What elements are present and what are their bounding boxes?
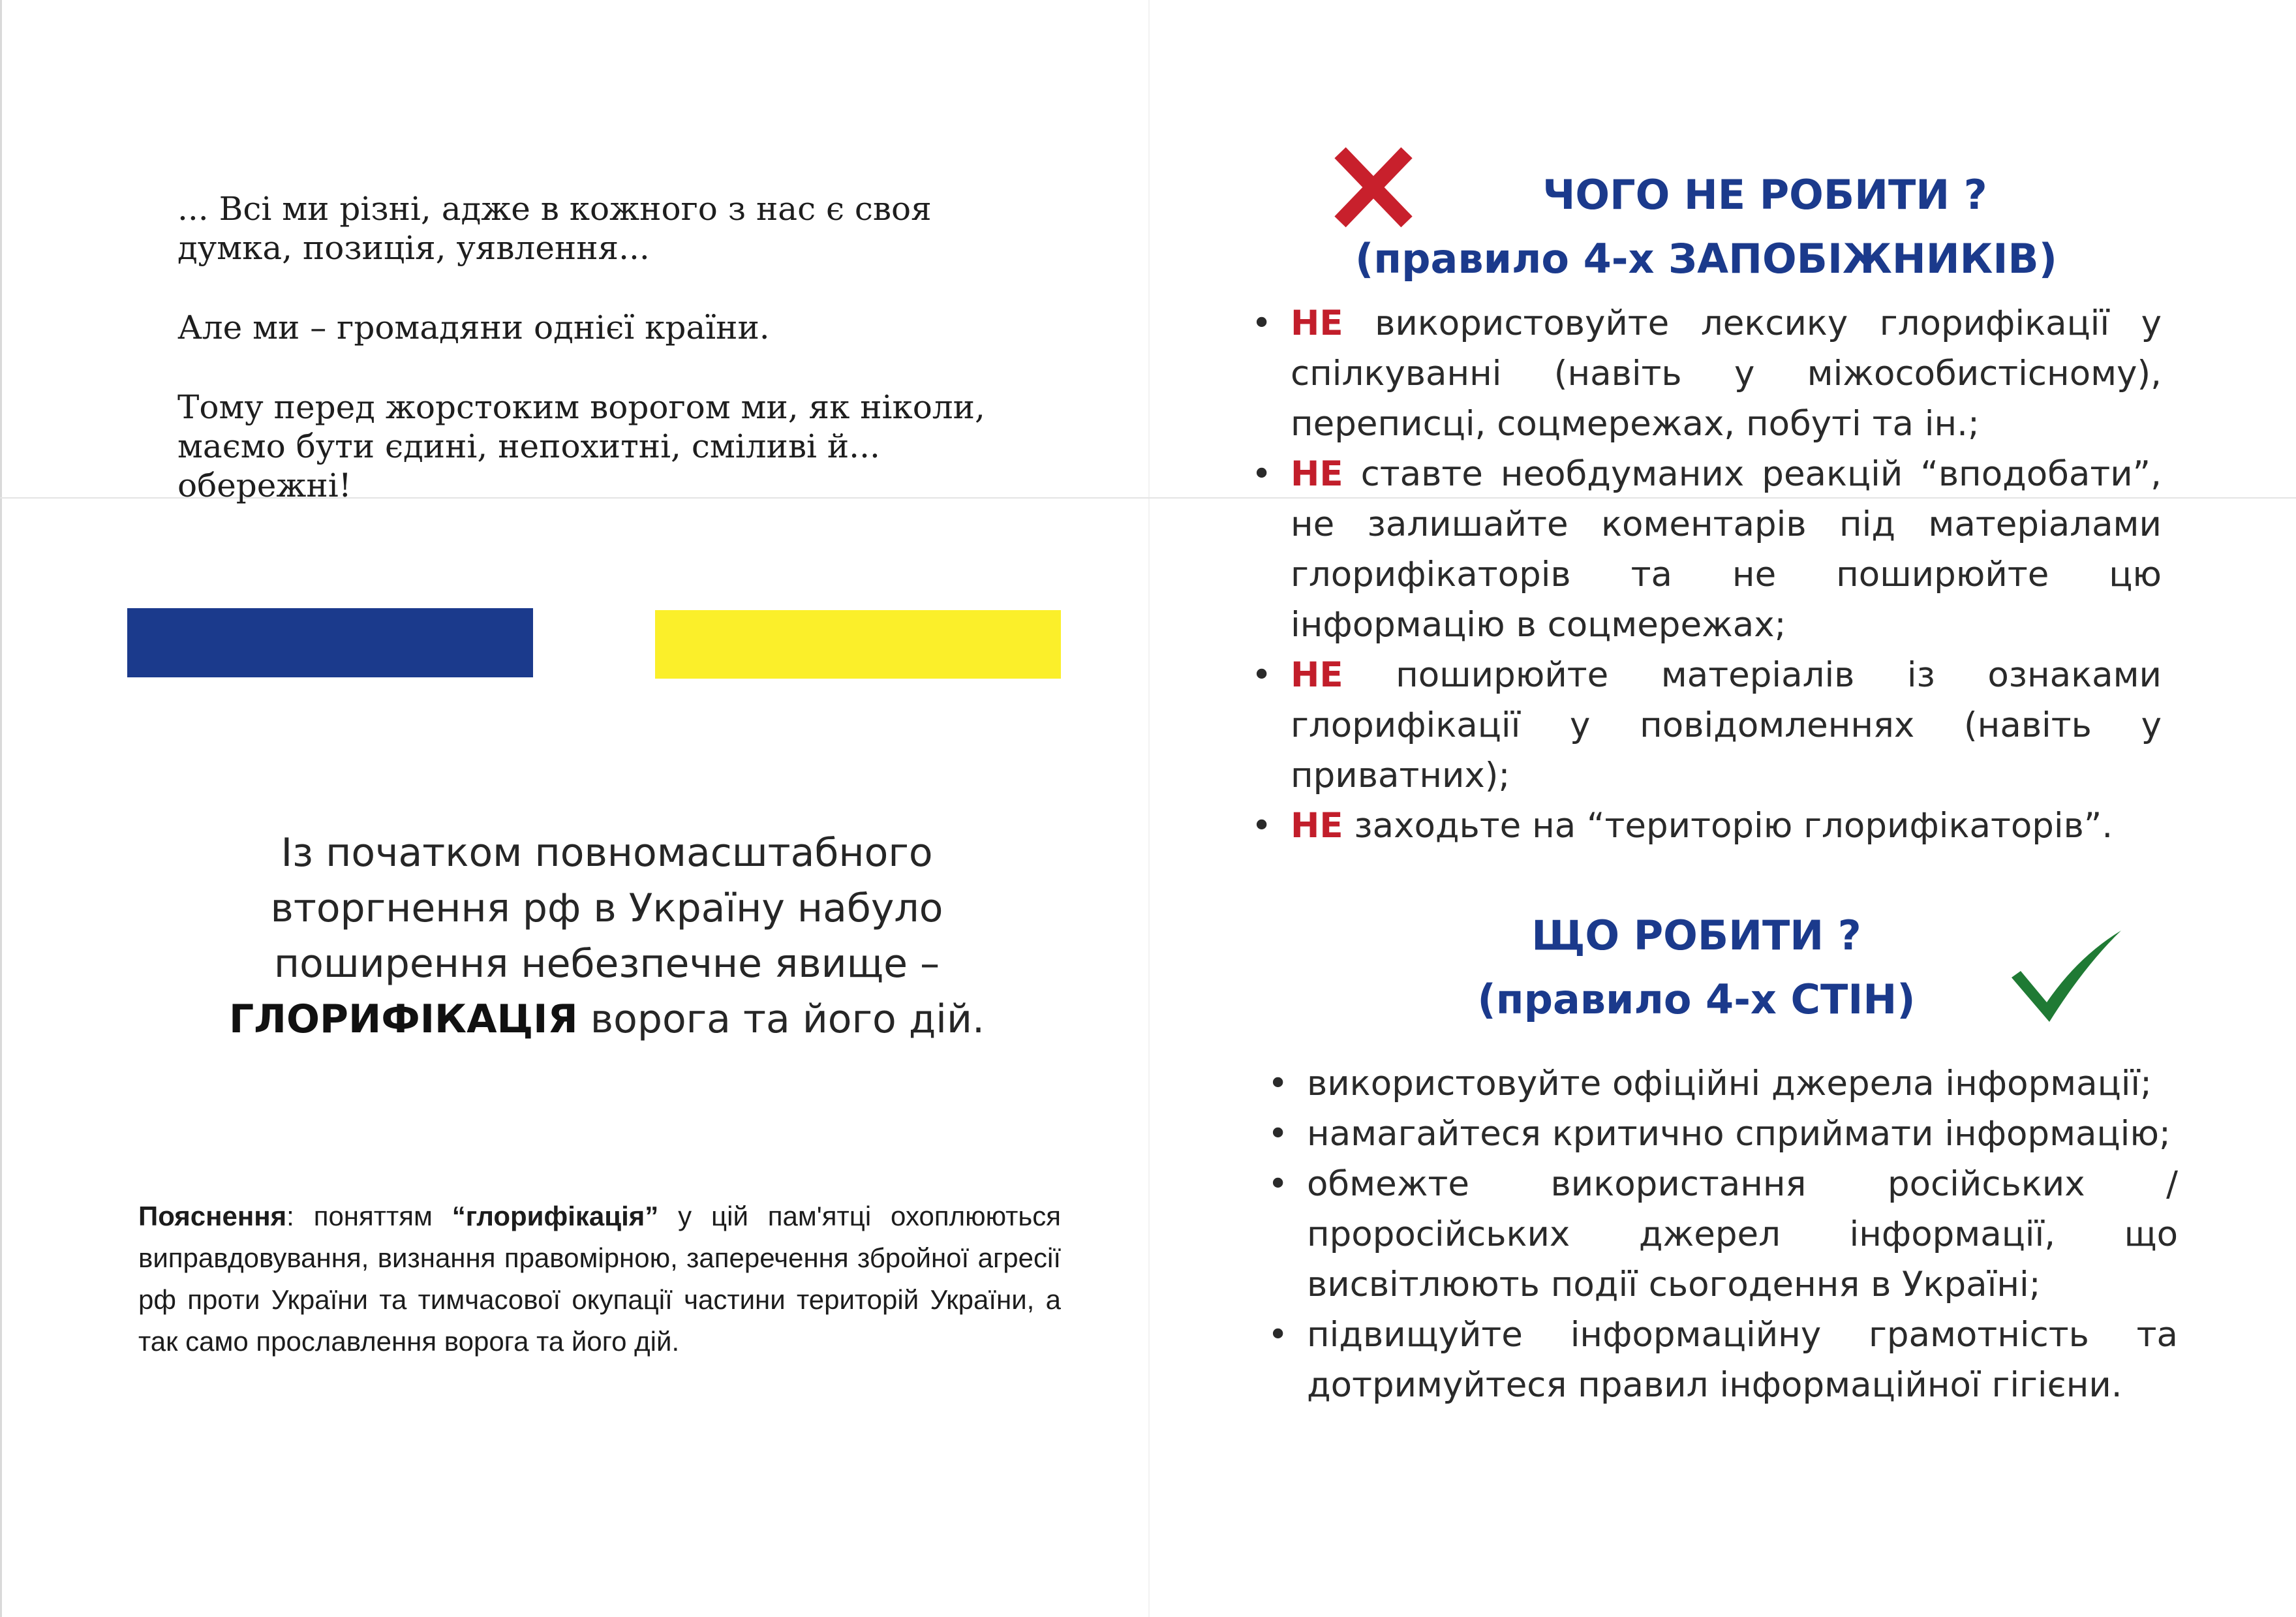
item-text: використовуйте офіційні джерела інформації; <box>1307 1064 2152 1103</box>
bullet-icon: • <box>1251 806 1272 846</box>
item-text: підвищуйте інформаційну грамотність та дотримуйтеся правил інформаційної гігієни. <box>1307 1315 2178 1405</box>
ne-prefix: НЕ <box>1291 303 1343 343</box>
item-text: обмежте використання російських / проросійських джерел інформації, що висвітлюють події сьогодення в Україні; <box>1307 1164 2178 1304</box>
do-list <box>1268 1058 2178 1410</box>
bullet-icon: • <box>1268 1064 1289 1103</box>
bullet-icon: • <box>1268 1114 1289 1154</box>
intro-text <box>177 189 1045 546</box>
list-item <box>1251 298 2162 449</box>
lead-statement <box>170 825 1044 1047</box>
item-text: використовуйте лексику глорифікації у спілкуванні (навіть у міжособистісному), переписці, соцмережах, побуті та ін.; <box>1291 303 2162 444</box>
lead-text: Із початком повномасштабного вторгнення рф в Україну набуло поширення небезпечне явище – <box>270 830 943 987</box>
item-text: намагайтеся критично сприймати інформацію; <box>1307 1114 2171 1154</box>
bullet-icon: • <box>1251 655 1272 695</box>
note-pre: поняттям <box>313 1201 433 1231</box>
dont-list <box>1251 298 2162 851</box>
lead-bold-term: ГЛОРИФІКАЦІЯ <box>228 996 578 1042</box>
note-term: “глорифікація” <box>452 1201 659 1231</box>
ne-prefix: НЕ <box>1291 454 1343 494</box>
intro-line-2: Але ми – громадяни однієї країни. <box>177 309 770 346</box>
do-heading <box>1409 904 1983 1032</box>
bullet-icon: • <box>1251 454 1272 494</box>
list-item <box>1251 650 2162 801</box>
note-colon: : <box>286 1201 294 1231</box>
do-title: ЩО РОБИТИ ? <box>1531 912 1861 959</box>
flag-blue-stripe <box>127 608 533 677</box>
item-text: поширюйте матеріалів із ознаками глорифікації у повідомленнях (навіть у приватних); <box>1291 655 2162 795</box>
list-item <box>1268 1058 2178 1109</box>
note-label: Пояснення <box>138 1201 287 1231</box>
dont-heading <box>1298 163 2114 291</box>
check-icon <box>2006 925 2124 1023</box>
intro-line-1: ... Всі ми різні, адже в кожного з нас є своя думка, позиція, уявлення... <box>177 190 932 267</box>
flag-yellow-stripe <box>655 610 1061 679</box>
dont-subtitle: (правило 4-х ЗАПОБІЖНИКІВ) <box>1355 235 2058 283</box>
bullet-icon: • <box>1251 303 1272 343</box>
bullet-icon: • <box>1268 1164 1289 1204</box>
dont-title: ЧОГО НЕ РОБИТИ ? <box>1542 171 1987 219</box>
ne-prefix: НЕ <box>1291 806 1343 846</box>
list-item <box>1251 449 2162 650</box>
list-item <box>1251 801 2162 851</box>
lead-tail: ворога та його дій. <box>590 996 985 1042</box>
item-text: ставте необдуманих реакцій “вподобати”, не залишайте коментарів під матеріалами глорифікаторів та не поширюйте цю інформацію в соцмережах; <box>1291 454 2162 645</box>
list-item <box>1268 1310 2178 1410</box>
intro-line-3: Тому перед жорстоким ворогом ми, як ніколи, маємо бути єдині, непохитні, сміливі й... обережні! <box>177 388 985 504</box>
list-item <box>1268 1159 2178 1310</box>
ne-prefix: НЕ <box>1291 655 1343 695</box>
item-text: заходьте на “територію глорифікаторів”. <box>1354 806 2113 846</box>
bullet-icon: • <box>1268 1315 1289 1355</box>
page-edge <box>0 0 2 1617</box>
note-text: у цій пам'ятці охоплюються виправдовування, визнання правомірною, заперечення збройної агресії рф проти України та тимчасової окупації частини територій України, а так само прославлення ворога та його дій. <box>138 1201 1062 1357</box>
list-item <box>1268 1109 2178 1159</box>
do-subtitle: (правило 4-х СТІН) <box>1477 976 1916 1023</box>
fold-line-vertical <box>1148 0 1150 1617</box>
explanation-note <box>138 1195 1061 1363</box>
